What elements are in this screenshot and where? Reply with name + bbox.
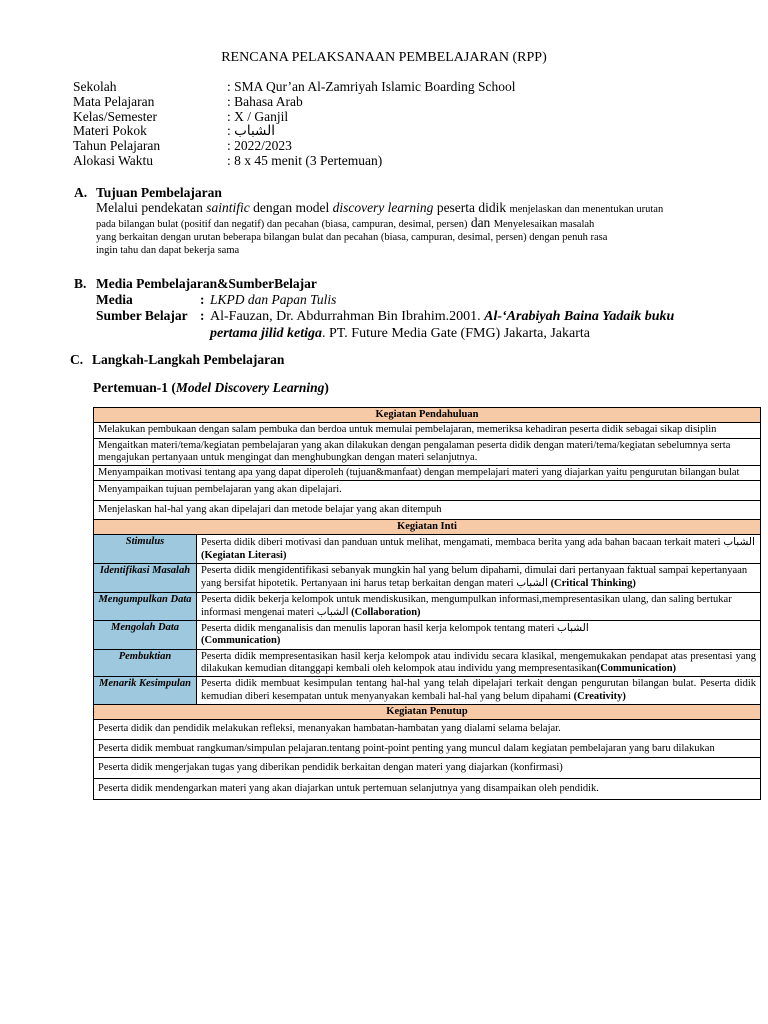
phase-header: Kegiatan Inti	[94, 520, 761, 535]
table-cell: Melakukan pembukaan dengan salam pembuka dan berdoa untuk memulai pembelajaran, memeriksa kehadiran peserta didik sebagai sikap disiplin	[94, 423, 761, 438]
body-line	[96, 201, 766, 216]
table-row	[94, 677, 761, 705]
section-title: Tujuan Pembelajaran	[96, 185, 222, 200]
body-line: ingin tahu dan dapat bekerja sama	[96, 245, 240, 256]
table-row	[94, 592, 761, 621]
info-value	[227, 124, 275, 139]
colon: :	[200, 292, 205, 307]
step-description	[197, 649, 761, 677]
phase-header: Kegiatan Pendahuluan	[94, 408, 761, 423]
media-value: LKPD dan Papan Tulis	[210, 292, 337, 307]
text-run: Melalui pendekatan	[96, 200, 207, 215]
step-name: Pembuktian	[94, 649, 197, 677]
text-run: Al-‘Arabiyah Baina Yadaik buku	[484, 309, 675, 324]
skill-tag: (Communication)	[596, 663, 677, 675]
arabic-text: الشباب	[316, 605, 349, 618]
info-row-mata-pelajaran	[73, 95, 515, 110]
text-run: Menyelesaikan masalah	[493, 219, 595, 230]
table-cell: Menyampaikan tujuan pembelajaran yang akan dipelajari.	[94, 481, 761, 500]
table-cell: Peserta didik membuat rangkuman/simpulan pelajaran.tentang point-point penting yang muncul dalam kegiatan pembelajaran yang baru dilakukan	[94, 739, 761, 757]
text-run: pada bilangan bulat (positif dan negatif) dan pecahan (biasa, campuran, desimal, persen)	[96, 219, 468, 230]
table-row	[94, 423, 761, 438]
body-line: yang berkaitan dengan urutan beberapa bilangan bulat dan pecahan (biasa, campuran, desimal, persen) dengan penuh rasa	[96, 232, 608, 243]
table-cell: Peserta didik mengerjakan tugas yang diberikan pendidik berkaitan dengan materi yang diajarkan (konfirmasi)	[94, 757, 761, 778]
step-name: Mengolah Data	[94, 621, 197, 650]
step-name: Stimulus	[94, 535, 197, 564]
skill-tag: (Creativity)	[571, 690, 626, 702]
step-description	[197, 621, 761, 650]
skill-tag: (Kegiatan Literasi)	[201, 549, 287, 561]
step-name: Menarik Kesimpulan	[94, 677, 197, 705]
table-row	[94, 500, 761, 519]
info-label: Materi Pokok	[73, 123, 147, 139]
info-label: Tahun Pelajaran	[73, 138, 161, 154]
table-row	[94, 720, 761, 739]
step-description	[197, 563, 761, 592]
table-cell: Peserta didik dan pendidik melakukan refleksi, menanyakan hambatan-hambatan yang dialami selama belajar.	[94, 720, 761, 739]
table-row	[94, 520, 761, 535]
info-row-tahun-pelajaran	[73, 139, 515, 154]
text-run: Peserta didik diberi motivasi dan panduan untuk melihat, mengamati, membaca berita yang ada bahan bacaan terkait materi	[201, 537, 724, 549]
info-row-alokasi-waktu	[73, 154, 515, 169]
skill-tag: (Communication)	[201, 635, 281, 647]
text-run: Peserta didik membuat kesimpulan tentang hal-hal yang telah dipelajari terkait dengan pengurutan bilangan bulat. Peserta didik kemudian diberi kesempatan untuk menyanyakan kembali hal-hal yang belum dipahami	[201, 678, 756, 702]
table-row	[94, 481, 761, 500]
arabic-text: الشباب	[234, 123, 275, 140]
section-title: Langkah-Langkah Pembelajaran	[92, 352, 285, 367]
table-row	[94, 649, 761, 677]
step-name: Identifikasi Masalah	[94, 563, 197, 592]
text-run: Model Discovery Learning	[175, 380, 325, 395]
info-row-kelas-semester	[73, 110, 515, 125]
text-run: Al-Fauzan, Dr. Abdurrahman Bin Ibrahim.2001.	[210, 309, 485, 324]
colon: :	[200, 308, 205, 323]
table-cell: Menyampaikan motivasi tentang apa yang dapat diperoleh (tujuan&manfaat) dengan mempelajari materi yang diajarkan yaitu pengurutan bilangan bulat	[94, 466, 761, 481]
info-value: : X / Ganjil	[227, 108, 289, 124]
info-value: : 2022/2023	[227, 138, 292, 154]
section-b-heading	[74, 276, 317, 292]
step-name: Mengumpulkan Data	[94, 592, 197, 621]
skill-tag: (Critical Thinking)	[547, 578, 636, 590]
meeting-heading	[93, 380, 329, 396]
arabic-text: الشباب	[516, 577, 548, 590]
section-a-heading	[74, 185, 222, 201]
table-row	[94, 408, 761, 423]
arabic-text: الشباب	[557, 622, 589, 635]
info-value: : SMA Qur’an Al-Zamriyah Islamic Boarding School	[227, 79, 516, 94]
identity-block	[73, 80, 515, 169]
section-letter: A.	[74, 185, 88, 200]
activity-table	[93, 407, 761, 800]
info-value-colon: :	[227, 123, 235, 139]
step-description	[197, 677, 761, 705]
text-run: peserta didik	[433, 200, 510, 215]
text-run: discovery learning	[332, 200, 434, 215]
media-label: Media	[96, 292, 133, 307]
text-run: pertama jilid ketiga	[210, 326, 322, 341]
skill-tag: (Collaboration)	[348, 606, 421, 618]
text-run: . PT. Future Media Gate (FMG) Jakarta, Jakarta	[322, 326, 590, 341]
table-row	[94, 438, 761, 466]
text-run: menjelaskan dan menentukan urutan	[509, 204, 664, 215]
info-label: Alokasi Waktu	[73, 152, 154, 168]
table-row	[94, 563, 761, 592]
info-label: Mata Pelajaran	[73, 93, 155, 109]
text-run: )	[324, 380, 329, 395]
info-row-sekolah	[73, 80, 515, 95]
section-letter: B.	[74, 276, 87, 291]
section-c-heading	[70, 352, 284, 368]
text-run: Peserta didik menganalisis dan menulis laporan hasil kerja kelompok tentang materi	[201, 623, 558, 635]
section-letter: C.	[70, 352, 84, 367]
document-title: RENCANA PELAKSANAAN PEMBELAJARAN (RPP)	[221, 50, 547, 65]
info-label: Kelas/Semester	[73, 108, 157, 124]
sumber-label: Sumber Belajar	[96, 308, 188, 323]
text-run: Pertemuan-1 (	[93, 380, 176, 395]
text-run: saintific	[206, 200, 250, 215]
step-description	[197, 535, 761, 564]
info-value: : Bahasa Arab	[227, 93, 303, 109]
phase-header: Kegiatan Penutup	[94, 704, 761, 719]
text-run: dengan model	[249, 200, 333, 215]
table-row	[94, 466, 761, 481]
table-row	[94, 704, 761, 719]
table-row	[94, 739, 761, 757]
info-value: : 8 x 45 menit (3 Pertemuan)	[227, 152, 383, 168]
arabic-text: الشباب	[723, 536, 755, 549]
section-a-body	[96, 201, 766, 257]
table-row	[94, 535, 761, 564]
table-row	[94, 779, 761, 800]
info-row-materi-pokok	[73, 124, 515, 139]
table-row	[94, 621, 761, 650]
sumber-value	[210, 308, 740, 342]
media-row	[96, 292, 336, 308]
sumber-row	[96, 308, 740, 342]
table-row	[94, 757, 761, 778]
body-line	[96, 216, 766, 231]
text-run: Peserta didik mempresentasikan hasil kerja kelompok atau individu secara klasikal, mengemukakan pendapat atas presentasi yang dilakukan kemudian ditanggapi kembali oleh kelompok atau individu yang mempresentasikan	[201, 650, 756, 675]
text-run: Peserta didik mengidentifikasi sebanyak mungkin hal yang belum dipahami, dimulai dari pertanyaan faktual sampai kepertanyaan yang bersifat hipotetik. Pertanyaan ini harus tetap berkaitan dengan materi	[201, 564, 748, 590]
text-run: dan	[467, 215, 494, 230]
info-label: Sekolah	[73, 79, 117, 94]
table-cell: Peserta didik mendengarkan materi yang akan diajarkan untuk pertemuan selanjutnya yang disampaikan oleh pendidik.	[94, 779, 761, 800]
table-cell: Menjelaskan hal-hal yang akan dipelajari dan metode belajar yang akan ditempuh	[94, 500, 761, 519]
step-description	[197, 592, 761, 621]
section-title: Media Pembelajaran&SumberBelajar	[96, 276, 317, 291]
table-cell: Mengaitkan materi/tema/kegiatan pembelajaran yang akan dilakukan dengan pengalaman peserta didik dengan materi/tema/kegiatan sebelumnya serta mengajukan pertanyaan untuk mengingat dan menghubungkan dengan materi selanjutnya.	[94, 438, 761, 466]
text-run: Peserta didik bekerja kelompok untuk mendiskusikan, mengumpulkan informasi,mempresentasikan ulang, dan saling bertukar informasi mengenai materi	[201, 593, 732, 618]
